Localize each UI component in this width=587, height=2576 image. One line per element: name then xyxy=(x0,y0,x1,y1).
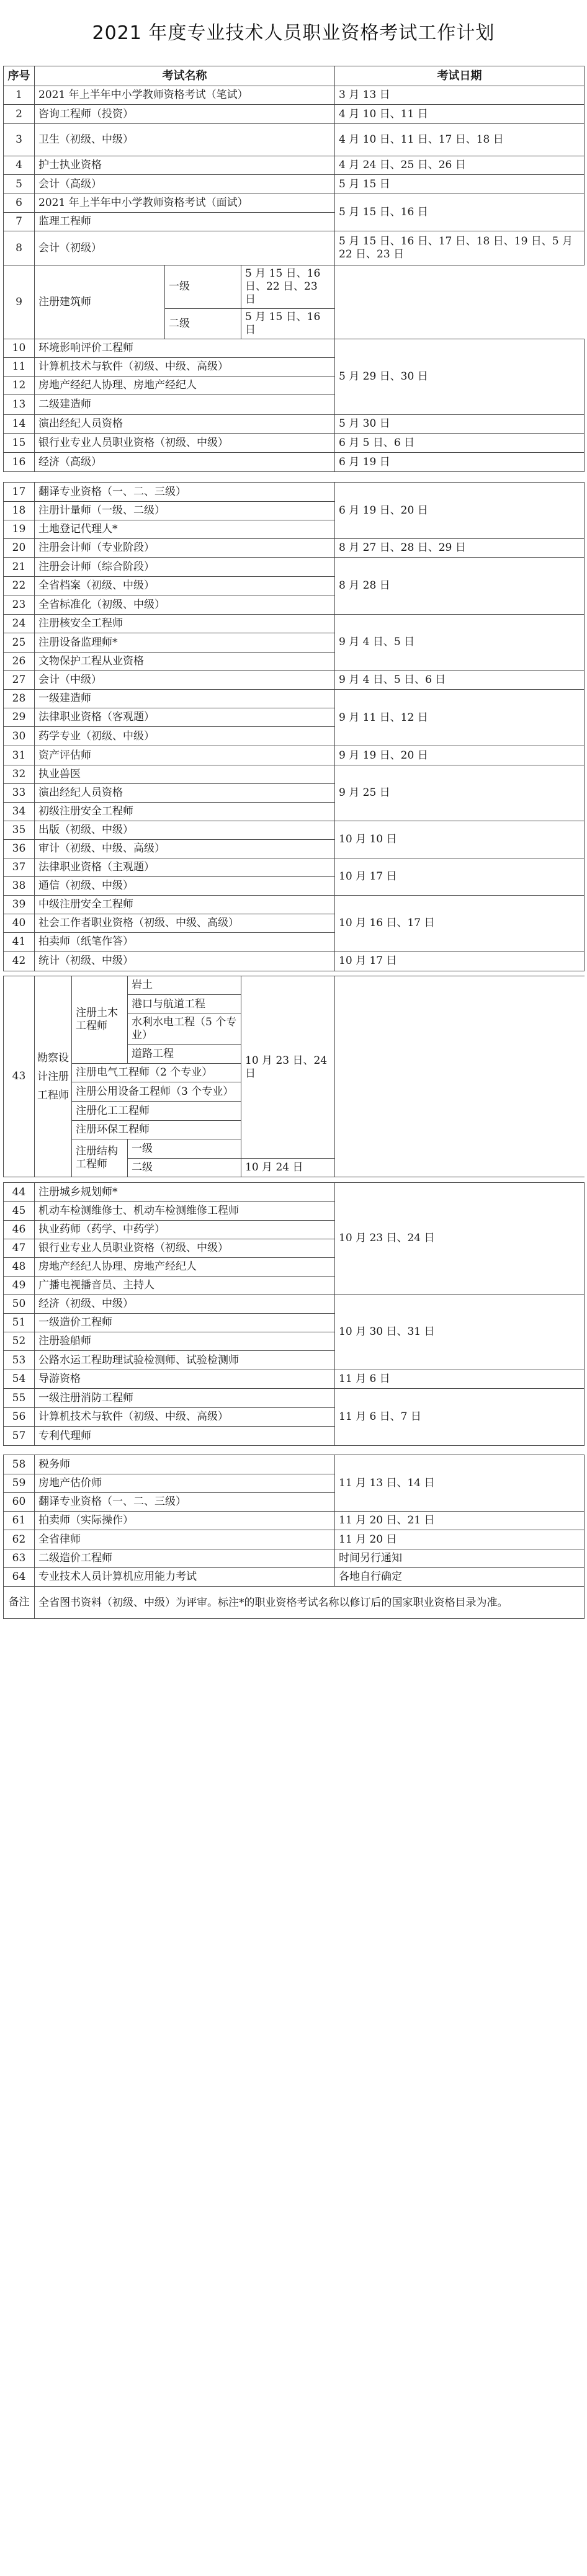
exam-name: 税务师 xyxy=(35,1455,335,1474)
seq-cell: 4 xyxy=(4,156,35,175)
exam-subitem: 岩土 xyxy=(128,976,241,995)
exam-date: 9 月 4 日、5 日 xyxy=(335,615,585,671)
exam-name: 卫生（初级、中级） xyxy=(35,124,335,156)
exam-date: 10 月 17 日 xyxy=(335,858,585,896)
seq-cell: 13 xyxy=(4,395,35,415)
exam-date: 9 月 11 日、12 日 xyxy=(335,690,585,746)
seq-cell: 40 xyxy=(4,914,35,933)
seq-cell: 36 xyxy=(4,840,35,858)
exam-name: 护士执业资格 xyxy=(35,156,335,175)
table-row xyxy=(4,124,585,156)
exam-date: 4 月 24 日、25 日、26 日 xyxy=(335,156,585,175)
exam-date: 6 月 19 日、20 日 xyxy=(335,483,585,539)
header-row xyxy=(4,66,585,86)
exam-name: 房地产经纪人协理、房地产经纪人 xyxy=(35,377,335,395)
seq-cell: 21 xyxy=(4,558,35,577)
table-row xyxy=(4,1549,585,1568)
seq-cell: 47 xyxy=(4,1239,35,1258)
exam-name: 执业药师（药学、中药学） xyxy=(35,1221,335,1239)
exam-subitem: 二级 xyxy=(128,1159,241,1177)
exam-name: 翻译专业资格（一、二、三级） xyxy=(35,483,335,502)
exam-name: 会计（高级） xyxy=(35,175,335,194)
exam-date: 5 月 15 日、16 日、22 日、23 日 xyxy=(241,265,335,309)
exam-name: 通信（初级、中级） xyxy=(35,877,335,896)
exam-date: 9 月 25 日 xyxy=(335,765,585,821)
exam-name: 公路水运工程助理试验检测师、试验检测师 xyxy=(35,1351,335,1370)
table-row xyxy=(4,175,585,194)
exam-name: 会计（初级） xyxy=(35,231,335,265)
exam-name: 导游资格 xyxy=(35,1370,335,1389)
remark-text: 全省图书资料（初级、中级）为评审。标注*的职业资格考试名称以修订后的国家职业资格目录为准。 xyxy=(35,1587,585,1619)
exam-date: 5 月 15 日、16 日 xyxy=(335,194,585,231)
seq-cell: 59 xyxy=(4,1474,35,1493)
table-row xyxy=(4,1183,585,1202)
exam-name: 翻译专业资格（一、二、三级） xyxy=(35,1493,335,1512)
exam-name: 初级注册安全工程师 xyxy=(35,803,335,821)
exam-name: 2021 年上半年中小学教师资格考试（面试） xyxy=(35,194,335,213)
seq-cell: 34 xyxy=(4,803,35,821)
exam-group: 注册公用设备工程师（3 个专业） xyxy=(72,1082,241,1102)
exam-date: 6 月 5 日、6 日 xyxy=(335,434,585,453)
seq-cell: 33 xyxy=(4,784,35,803)
section-gap xyxy=(4,971,585,976)
exam-name: 社会工作者职业资格（初级、中级、高级） xyxy=(35,914,335,933)
sub-level: 二级 xyxy=(165,309,241,339)
seq-cell: 28 xyxy=(4,690,35,708)
table-row xyxy=(4,265,585,309)
seq-cell: 8 xyxy=(4,231,35,265)
header-date: 考试日期 xyxy=(335,66,585,86)
exam-group: 注册土木工程师 xyxy=(72,976,128,1064)
seq-cell: 63 xyxy=(4,1549,35,1568)
exam-name: 银行业专业人员职业资格（初级、中级） xyxy=(35,434,335,453)
exam-date: 3 月 13 日 xyxy=(335,86,585,105)
exam-name: 专业技术人员计算机应用能力考试 xyxy=(35,1568,335,1587)
section-gap xyxy=(4,472,585,483)
exam-subitem: 水利水电工程（5 个专业） xyxy=(128,1014,241,1045)
exam-name: 演出经纪人员资格 xyxy=(35,415,335,434)
table-row xyxy=(4,765,585,784)
table-row xyxy=(4,483,585,502)
seq-cell: 43 xyxy=(4,976,35,1177)
seq-cell: 5 xyxy=(4,175,35,194)
seq-cell: 39 xyxy=(4,896,35,914)
exam-name: 2021 年上半年中小学教师资格考试（笔试） xyxy=(35,86,335,105)
seq-cell: 53 xyxy=(4,1351,35,1370)
seq-cell: 56 xyxy=(4,1408,35,1427)
seq-cell: 61 xyxy=(4,1512,35,1530)
seq-cell: 19 xyxy=(4,520,35,539)
exam-name: 二级造价工程师 xyxy=(35,1549,335,1568)
table-row xyxy=(4,105,585,124)
exam-name: 计算机技术与软件（初级、中级、高级） xyxy=(35,1408,335,1427)
table-row xyxy=(4,1370,585,1389)
exam-name: 演出经纪人员资格 xyxy=(35,784,335,803)
exam-date: 8 月 27 日、28 日、29 日 xyxy=(335,539,585,558)
exam-name: 一级建造师 xyxy=(35,690,335,708)
exam-name: 注册验船师 xyxy=(35,1332,335,1351)
section-gap-cell xyxy=(4,1446,585,1455)
table-row xyxy=(4,1455,585,1474)
exam-name: 药学专业（初级、中级） xyxy=(35,727,335,746)
seq-cell: 22 xyxy=(4,577,35,595)
seq-cell: 64 xyxy=(4,1568,35,1587)
table-row xyxy=(4,1512,585,1530)
seq-cell: 60 xyxy=(4,1493,35,1512)
page-title: 2021 年度专业技术人员职业资格考试工作计划 xyxy=(92,22,495,44)
table-row xyxy=(4,1587,585,1619)
exam-name: 经济（高级） xyxy=(35,453,335,472)
exam-group: 注册结构工程师 xyxy=(72,1139,128,1177)
table-row xyxy=(4,615,585,633)
seq-cell: 26 xyxy=(4,653,35,671)
table-row xyxy=(4,434,585,453)
exam-date: 10 月 23 日、24 日 xyxy=(241,976,335,1159)
exam-name: 机动车检测维修士、机动车检测维修工程师 xyxy=(35,1202,335,1221)
exam-name: 拍卖师（实际操作） xyxy=(35,1512,335,1530)
exam-name: 文物保护工程从业资格 xyxy=(35,653,335,671)
seq-cell: 50 xyxy=(4,1295,35,1314)
table-row xyxy=(4,1530,585,1549)
seq-cell: 16 xyxy=(4,453,35,472)
exam-date: 4 月 10 日、11 日、17 日、18 日 xyxy=(335,124,585,156)
exam-date: 11 月 6 日、7 日 xyxy=(335,1389,585,1446)
exam-name: 注册会计师（综合阶段） xyxy=(35,558,335,577)
exam-date: 11 月 13 日、14 日 xyxy=(335,1455,585,1512)
exam-name: 一级造价工程师 xyxy=(35,1314,335,1332)
exam-date: 10 月 24 日 xyxy=(241,1159,335,1177)
seq-cell: 30 xyxy=(4,727,35,746)
seq-cell: 46 xyxy=(4,1221,35,1239)
exam-date: 9 月 19 日、20 日 xyxy=(335,746,585,765)
exam-date: 5 月 15 日 xyxy=(335,175,585,194)
exam-name: 广播电视播音员、主持人 xyxy=(35,1277,335,1295)
seq-cell: 2 xyxy=(4,105,35,124)
exam-name: 审计（初级、中级、高级） xyxy=(35,840,335,858)
seq-cell: 24 xyxy=(4,615,35,633)
remark-label: 备注 xyxy=(4,1587,35,1619)
table-row xyxy=(4,671,585,690)
seq-cell: 62 xyxy=(4,1530,35,1549)
exam-date: 5 月 29 日、30 日 xyxy=(335,339,585,415)
seq-cell: 15 xyxy=(4,434,35,453)
table-row xyxy=(4,821,585,840)
exam-name: 房地产经纪人协理、房地产经纪人 xyxy=(35,1258,335,1277)
exam-name: 环境影响评价工程师 xyxy=(35,339,335,358)
seq-cell: 57 xyxy=(4,1427,35,1446)
seq-cell: 10 xyxy=(4,339,35,358)
exam-name: 计算机技术与软件（初级、中级、高级） xyxy=(35,358,335,377)
exam-name: 二级建造师 xyxy=(35,395,335,415)
exam-date: 时间另行通知 xyxy=(335,1549,585,1568)
exam-name: 专利代理师 xyxy=(35,1427,335,1446)
table-row xyxy=(4,453,585,472)
section-gap xyxy=(4,1446,585,1455)
exam-name: 执业兽医 xyxy=(35,765,335,784)
exam-name: 会计（中级） xyxy=(35,671,335,690)
exam-name: 咨询工程师（投资） xyxy=(35,105,335,124)
section-gap-cell xyxy=(4,1177,585,1183)
table-row xyxy=(4,194,585,213)
exam-date: 10 月 23 日、24 日 xyxy=(335,1183,585,1295)
exam-name: 经济（初级、中级） xyxy=(35,1295,335,1314)
seq-cell: 20 xyxy=(4,539,35,558)
exam-category: 勘察设计注册工程师 xyxy=(35,976,72,1177)
seq-cell: 44 xyxy=(4,1183,35,1202)
exam-date: 5 月 15 日、16 日 xyxy=(241,309,335,339)
exam-name: 注册城乡规划师* xyxy=(35,1183,335,1202)
exam-group: 注册环保工程师 xyxy=(72,1121,241,1139)
exam-name: 资产评估师 xyxy=(35,746,335,765)
seq-cell: 38 xyxy=(4,877,35,896)
exam-subitem: 道路工程 xyxy=(128,1045,241,1064)
exam-name: 中级注册安全工程师 xyxy=(35,896,335,914)
seq-cell: 3 xyxy=(4,124,35,156)
exam-date: 10 月 16 日、17 日 xyxy=(335,896,585,952)
exam-name: 银行业专业人员职业资格（初级、中级） xyxy=(35,1239,335,1258)
exam-name: 注册设备监理师* xyxy=(35,633,335,653)
exam-name: 全省标准化（初级、中级） xyxy=(35,595,335,615)
table-row xyxy=(4,231,585,265)
seq-cell: 25 xyxy=(4,633,35,653)
exam-name: 监理工程师 xyxy=(35,213,335,231)
table-row xyxy=(4,896,585,914)
header-seq: 序号 xyxy=(4,66,35,86)
exam-group: 注册化工工程师 xyxy=(72,1102,241,1121)
section-gap-cell xyxy=(4,472,585,483)
seq-cell: 41 xyxy=(4,933,35,952)
exam-name: 房地产估价师 xyxy=(35,1474,335,1493)
table-row xyxy=(4,156,585,175)
seq-cell: 14 xyxy=(4,415,35,434)
exam-name: 法律职业资格（主观题） xyxy=(35,858,335,877)
table-row xyxy=(4,858,585,877)
seq-cell: 42 xyxy=(4,952,35,971)
exam-date: 11 月 6 日 xyxy=(335,1370,585,1389)
exam-name: 注册建筑师 xyxy=(35,265,165,339)
table-row xyxy=(4,339,585,358)
seq-cell: 31 xyxy=(4,746,35,765)
exam-date: 10 月 10 日 xyxy=(335,821,585,858)
seq-cell: 54 xyxy=(4,1370,35,1389)
exam-name: 统计（初级、中级） xyxy=(35,952,335,971)
seq-cell: 55 xyxy=(4,1389,35,1408)
seq-cell: 49 xyxy=(4,1277,35,1295)
table-row xyxy=(4,1295,585,1314)
seq-cell: 18 xyxy=(4,502,35,520)
exam-date: 9 月 4 日、5 日、6 日 xyxy=(335,671,585,690)
table-row xyxy=(4,952,585,971)
exam-schedule-table xyxy=(3,66,585,1619)
seq-cell: 1 xyxy=(4,86,35,105)
exam-date: 10 月 30 日、31 日 xyxy=(335,1295,585,1370)
seq-cell: 29 xyxy=(4,708,35,727)
seq-cell: 11 xyxy=(4,358,35,377)
seq-cell: 9 xyxy=(4,265,35,339)
exam-name: 一级注册消防工程师 xyxy=(35,1389,335,1408)
seq-cell: 48 xyxy=(4,1258,35,1277)
table-row xyxy=(4,415,585,434)
seq-cell: 6 xyxy=(4,194,35,213)
table-row xyxy=(4,746,585,765)
table-row xyxy=(4,690,585,708)
exam-name: 全省档案（初级、中级） xyxy=(35,577,335,595)
exam-name: 拍卖师（纸笔作答） xyxy=(35,933,335,952)
exam-date: 10 月 17 日 xyxy=(335,952,585,971)
exam-date: 4 月 10 日、11 日 xyxy=(335,105,585,124)
table-row xyxy=(4,976,585,995)
section-gap-cell xyxy=(4,971,585,976)
header-name: 考试名称 xyxy=(35,66,335,86)
exam-name: 注册会计师（专业阶段） xyxy=(35,539,335,558)
exam-name: 注册计量师（一级、二级） xyxy=(35,502,335,520)
exam-subitem: 一级 xyxy=(128,1139,241,1159)
seq-cell: 7 xyxy=(4,213,35,231)
exam-date: 各地自行确定 xyxy=(335,1568,585,1587)
seq-cell: 51 xyxy=(4,1314,35,1332)
seq-cell: 12 xyxy=(4,377,35,395)
sub-level: 一级 xyxy=(165,265,241,309)
seq-cell: 32 xyxy=(4,765,35,784)
exam-name: 土地登记代理人* xyxy=(35,520,335,539)
table-row xyxy=(4,1568,585,1587)
seq-cell: 27 xyxy=(4,671,35,690)
exam-subitem: 港口与航道工程 xyxy=(128,995,241,1014)
exam-date: 8 月 28 日 xyxy=(335,558,585,615)
exam-name: 全省律师 xyxy=(35,1530,335,1549)
table-row xyxy=(4,1389,585,1408)
exam-name: 出版（初级、中级） xyxy=(35,821,335,840)
seq-cell: 35 xyxy=(4,821,35,840)
table-row xyxy=(4,539,585,558)
seq-cell: 58 xyxy=(4,1455,35,1474)
section-gap xyxy=(4,1177,585,1183)
exam-date: 5 月 30 日 xyxy=(335,415,585,434)
exam-date: 6 月 19 日 xyxy=(335,453,585,472)
seq-cell: 17 xyxy=(4,483,35,502)
table-row xyxy=(4,86,585,105)
exam-date: 11 月 20 日 xyxy=(335,1530,585,1549)
table-row xyxy=(4,558,585,577)
seq-cell: 23 xyxy=(4,595,35,615)
exam-group: 注册电气工程师（2 个专业） xyxy=(72,1064,241,1082)
exam-date: 5 月 15 日、16 日、17 日、18 日、19 日、5 月 22 日、23 日 xyxy=(335,231,585,265)
seq-cell: 45 xyxy=(4,1202,35,1221)
exam-date: 11 月 20 日、21 日 xyxy=(335,1512,585,1530)
exam-name: 法律职业资格（客观题） xyxy=(35,708,335,727)
seq-cell: 37 xyxy=(4,858,35,877)
exam-name: 注册核安全工程师 xyxy=(35,615,335,633)
seq-cell: 52 xyxy=(4,1332,35,1351)
